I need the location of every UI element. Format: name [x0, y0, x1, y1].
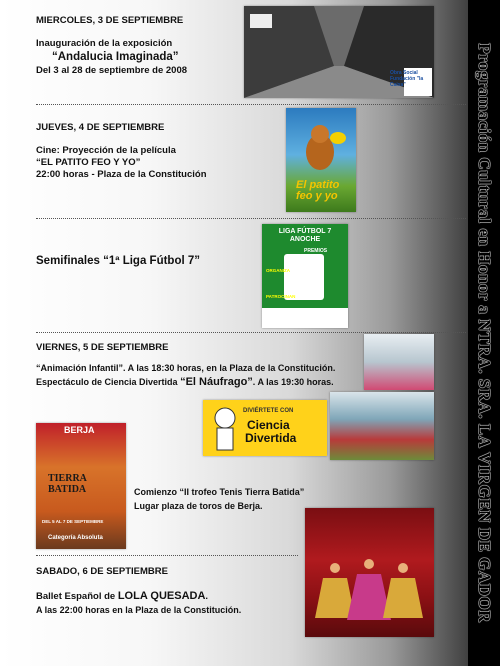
sat-line1-a: Ballet Español de: [36, 591, 118, 602]
date-thursday: JUEVES, 4 DE SEPTIEMBRE: [36, 122, 165, 133]
tennis-line2: Lugar plaza de toros de Berja.: [134, 501, 263, 511]
tennis-poster: [36, 423, 126, 549]
exhibition-photo: [244, 6, 434, 98]
semis-title: Semifinales “1ª Liga Fútbol 7”: [36, 255, 201, 267]
vertical-title-band: [468, 0, 500, 666]
fri-line2-a: Espectáculo de Ciencia Divertida: [36, 377, 181, 387]
sat-performer: LOLA QUESADA: [117, 590, 206, 602]
wed-line3: Del 3 al 28 de septiembre de 2008: [36, 65, 188, 76]
caixa-logo-text: Obra Social Fundación "la Caixa": [390, 70, 424, 88]
science-show-photo: [330, 392, 434, 460]
tennis-line1: Comienzo “II trofeo Tenis Tierra Batida”: [134, 487, 305, 497]
tennis-poster-cat: Categoría Absoluta: [48, 535, 103, 541]
ciencia-divertida-logo: [203, 400, 327, 456]
children-animation-photo: [364, 334, 434, 390]
separator: [36, 555, 298, 557]
football-poster: [262, 224, 348, 328]
separator: [36, 104, 466, 106]
wed-line1: Inauguración de la exposición: [36, 38, 173, 49]
date-friday: VIERNES, 5 DE SEPTIEMBRE: [36, 342, 169, 353]
thu-title: “EL PATITO FEO Y YO”: [36, 157, 141, 168]
thu-line3: 22:00 horas - Plaza de la Constitución: [36, 169, 207, 180]
movie-poster-title: El patito feo y yo: [296, 179, 340, 202]
date-wednesday: MIERCOLES, 3 DE SEPTIEMBRE: [36, 15, 184, 26]
logo-top-text: DIVIÉRTETE CON: [243, 408, 294, 414]
fri-line1: “Animación Infantil”. A las 18:30 horas, en la Plaza de la Constitución.: [36, 363, 336, 373]
fri-line2-c: . A las 19:30 horas.: [252, 377, 334, 387]
wed-title: “Andalucia Imaginada”: [52, 51, 179, 63]
football-poster-org: ORGANIZA: [266, 268, 290, 273]
dancers-graphic: [305, 508, 434, 637]
ballet-photo: [305, 508, 434, 637]
thu-line1: Cine: Proyección de la película: [36, 145, 176, 156]
fri-line2: [36, 376, 334, 388]
movie-poster: [286, 108, 356, 212]
football-poster-prizes: PREMIOS: [304, 248, 328, 254]
sat-line1-c: .: [205, 591, 209, 602]
tennis-poster-dates: DEL 5 AL 7 DE SEPTIEMBRE: [42, 519, 104, 524]
tennis-poster-title: TIERRA BATIDA: [48, 473, 87, 495]
fri-line2-show: “El Náufrago”: [180, 376, 253, 388]
logo-line1: Ciencia: [247, 418, 290, 432]
football-poster-sponsors: [262, 308, 348, 328]
vertical-title: Programación Cultural en Honor a NTRA. SRA. LA VIRGEN DE GADOR: [475, 43, 494, 623]
football-poster-pat: PATROCINAN: [266, 294, 296, 299]
scientist-icon: [207, 404, 243, 454]
sat-line2: A las 22:00 horas en la Plaza de la Constitución.: [36, 605, 242, 615]
date-saturday: SABADO, 6 DE SEPTIEMBRE: [36, 566, 168, 577]
sat-line1: [36, 590, 208, 603]
football-poster-head: LIGA FÚTBOL 7 ANOCHE: [278, 228, 332, 243]
logo-line2: Divertida: [245, 431, 297, 445]
tennis-poster-top: BERJA: [64, 425, 95, 435]
separator: [36, 218, 466, 220]
